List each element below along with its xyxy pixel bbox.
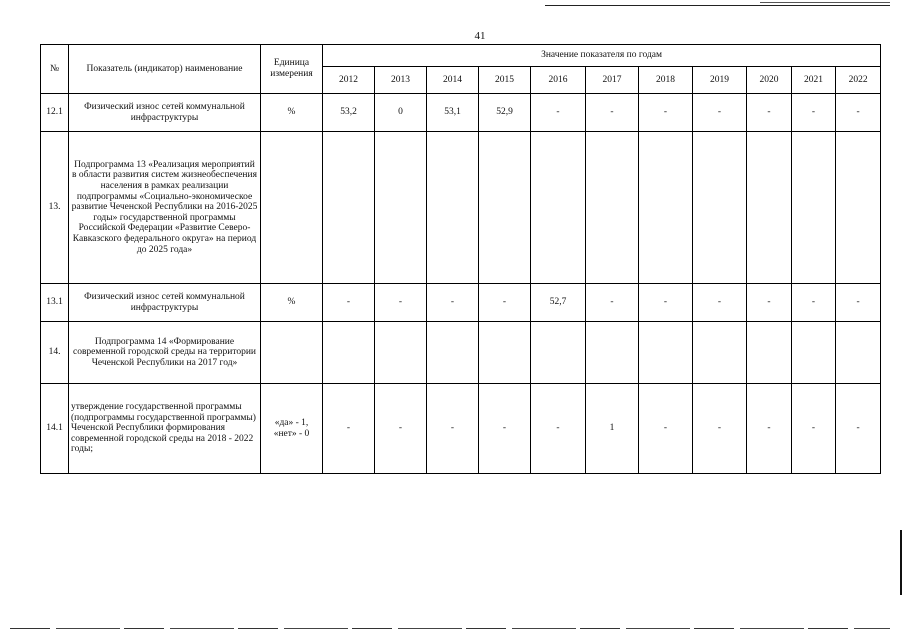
year-header: 2022 <box>836 67 881 94</box>
row-value: - <box>639 284 693 322</box>
row-value: - <box>747 94 792 132</box>
table-header-row <box>41 45 881 67</box>
row-value: - <box>836 384 881 474</box>
year-header: 2016 <box>531 67 586 94</box>
empty-cell <box>323 132 375 284</box>
empty-cell <box>792 322 836 384</box>
row-value: - <box>375 384 427 474</box>
year-header: 2012 <box>323 67 375 94</box>
row-value: - <box>792 284 836 322</box>
scan-artifact-line <box>760 2 890 3</box>
row-unit: % <box>261 94 323 132</box>
row-value: 53,1 <box>427 94 479 132</box>
empty-cell <box>693 322 747 384</box>
empty-cell <box>836 132 881 284</box>
scan-artifact-edge <box>900 530 902 595</box>
row-value: - <box>693 94 747 132</box>
year-header: 2014 <box>427 67 479 94</box>
scan-artifact-line <box>545 5 890 6</box>
row-value: 0 <box>375 94 427 132</box>
year-header: 2019 <box>693 67 747 94</box>
subprogram-title: Подпрограмма 14 «Формирование современной городской среды на территории Чеченской Республики на 2017 год» <box>69 322 261 384</box>
table-row <box>41 284 881 322</box>
row-value: - <box>479 284 531 322</box>
year-header: 2021 <box>792 67 836 94</box>
row-name: утверждение государственной программы (подпрограммы государственной программы) Чеченской Республики формирования современной городской среды на 2018 - 2022 годы; <box>69 384 261 474</box>
row-value: - <box>427 284 479 322</box>
row-unit: % <box>261 284 323 322</box>
empty-cell <box>693 132 747 284</box>
row-no: 14.1 <box>41 384 69 474</box>
row-value: 1 <box>586 384 639 474</box>
row-unit: «да» - 1, «нет» - 0 <box>261 384 323 474</box>
header-unit: Единица измерения <box>261 45 323 94</box>
empty-cell <box>427 132 479 284</box>
year-header: 2018 <box>639 67 693 94</box>
header-values-by-year: Значение показателя по годам <box>323 45 881 67</box>
year-header: 2015 <box>479 67 531 94</box>
row-value: - <box>479 384 531 474</box>
row-value: - <box>531 94 586 132</box>
table-row <box>41 94 881 132</box>
row-value: 52,7 <box>531 284 586 322</box>
row-name: Физический износ сетей коммунальной инфраструктуры <box>69 284 261 322</box>
empty-cell <box>792 132 836 284</box>
table-row <box>41 384 881 474</box>
subprogram-title: Подпрограмма 13 «Реализация мероприятий в области развития систем жизнеобеспечения населения в рамках реализации подпрограммы «Социально-экономическое развитие Чеченской Республики на 2016-2025 годы» государственной программы Российской Федерации «Развитие Северо-Кавказского федерального округа» на период до 2025 года» <box>69 132 261 284</box>
empty-cell <box>375 132 427 284</box>
empty-cell <box>531 132 586 284</box>
empty-cell <box>479 132 531 284</box>
row-no: 13.1 <box>41 284 69 322</box>
empty-cell <box>836 322 881 384</box>
page-number: 41 <box>474 30 486 42</box>
row-value: - <box>586 284 639 322</box>
row-value: - <box>323 384 375 474</box>
row-value: - <box>639 384 693 474</box>
empty-cell <box>427 322 479 384</box>
empty-cell <box>261 132 323 284</box>
row-name: Физический износ сетей коммунальной инфраструктуры <box>69 94 261 132</box>
row-value: 52,9 <box>479 94 531 132</box>
empty-cell <box>531 322 586 384</box>
row-value: - <box>639 94 693 132</box>
row-no: 12.1 <box>41 94 69 132</box>
year-header: 2017 <box>586 67 639 94</box>
empty-cell <box>747 322 792 384</box>
row-value: - <box>427 384 479 474</box>
row-no: 14. <box>41 322 69 384</box>
row-value: 53,2 <box>323 94 375 132</box>
header-no: № <box>41 45 69 94</box>
row-value: - <box>792 94 836 132</box>
row-value: - <box>693 284 747 322</box>
row-value: - <box>375 284 427 322</box>
row-value: - <box>693 384 747 474</box>
year-header: 2013 <box>375 67 427 94</box>
empty-cell <box>639 132 693 284</box>
empty-cell <box>479 322 531 384</box>
header-indicator: Показатель (индикатор) наименование <box>69 45 261 94</box>
scan-artifact-line <box>10 628 890 629</box>
row-value: - <box>747 284 792 322</box>
row-value: - <box>792 384 836 474</box>
empty-cell <box>323 322 375 384</box>
table-row <box>41 322 881 384</box>
empty-cell <box>261 322 323 384</box>
indicators-table <box>40 44 881 474</box>
row-value: - <box>836 284 881 322</box>
empty-cell <box>639 322 693 384</box>
empty-cell <box>375 322 427 384</box>
year-header: 2020 <box>747 67 792 94</box>
row-value: - <box>747 384 792 474</box>
row-value: - <box>531 384 586 474</box>
row-value: - <box>586 94 639 132</box>
row-value: - <box>323 284 375 322</box>
row-no: 13. <box>41 132 69 284</box>
table-row <box>41 132 881 284</box>
empty-cell <box>747 132 792 284</box>
row-value: - <box>836 94 881 132</box>
empty-cell <box>586 322 639 384</box>
empty-cell <box>586 132 639 284</box>
